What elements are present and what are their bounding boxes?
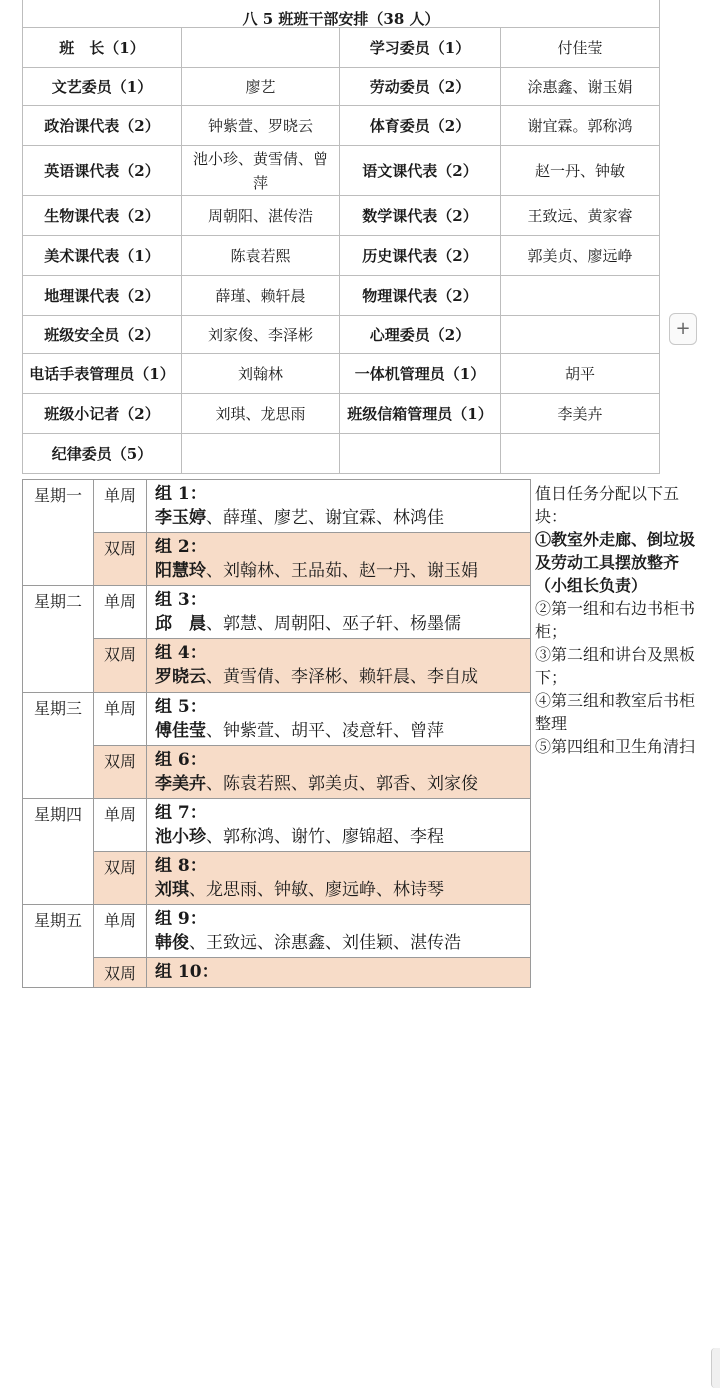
role-cell: 政治课代表（2）	[23, 106, 182, 146]
group-members	[155, 719, 522, 743]
task-list	[535, 482, 703, 758]
member-cell: 涂惠鑫、谢玉娟	[501, 68, 660, 106]
group-cell	[147, 799, 531, 852]
member-cell: 薛瑾、赖轩晨	[182, 276, 340, 316]
group-label: 组 3：	[155, 590, 207, 610]
role-cell: 生物课代表（2）	[23, 196, 182, 236]
member-cell: 廖艺	[182, 68, 340, 106]
group-leader: 傅佳莹	[155, 721, 206, 741]
group-members	[155, 506, 522, 530]
member-cell: 钟紫萱、罗晓云	[182, 106, 340, 146]
group-label: 组 2：	[155, 537, 207, 557]
role-cell: 历史课代表（2）	[340, 236, 501, 276]
weekday-cell: 星期五	[23, 905, 94, 988]
group-members	[155, 612, 522, 636]
weekday-cell: 星期一	[23, 480, 94, 586]
role-cell: 物理课代表（2）	[340, 276, 501, 316]
group-cell	[147, 480, 531, 533]
member-cell: 郭美贞、廖远峥	[501, 236, 660, 276]
member-cell: 陈袁若熙	[182, 236, 340, 276]
group-label: 组 5：	[155, 697, 207, 717]
role-cell: 美术课代表（1）	[23, 236, 182, 276]
group-leader: 阳慧玲	[155, 561, 206, 581]
group-cell	[147, 533, 531, 586]
role-cell: 纪律委员（5）	[23, 434, 182, 474]
role-cell: 班 长（1）	[23, 28, 182, 68]
week-type-cell: 双周	[94, 533, 147, 586]
member-cell: 池小珍、黄雪倩、曾萍	[182, 146, 340, 196]
role-cell: 体育委员（2）	[340, 106, 501, 146]
cadre-table	[22, 0, 660, 474]
duty-section	[0, 480, 719, 983]
cadre-row	[23, 28, 660, 68]
even-week-row	[23, 639, 531, 693]
group-members	[155, 878, 522, 902]
member-cell: 刘琪、龙思雨	[182, 394, 340, 434]
group-others: 、黄雪倩、李泽彬、赖轩晨、李自成	[206, 667, 478, 687]
member-cell: 周朝阳、湛传浩	[182, 196, 340, 236]
role-cell: 语文课代表（2）	[340, 146, 501, 196]
weekday-cell: 星期三	[23, 693, 94, 799]
role-cell: 一体机管理员（1）	[340, 354, 501, 394]
group-leader: 池小珍	[155, 827, 206, 847]
cadre-row	[23, 316, 660, 354]
member-cell	[501, 316, 660, 354]
member-cell	[501, 434, 660, 474]
cadre-row	[23, 196, 660, 236]
group-cell	[147, 852, 531, 905]
even-week-row	[23, 852, 531, 905]
group-cell	[147, 958, 531, 988]
cadre-row	[23, 434, 660, 474]
odd-week-row	[23, 480, 531, 533]
role-cell: 英语课代表（2）	[23, 146, 182, 196]
week-type-cell: 双周	[94, 852, 147, 905]
week-type-cell: 双周	[94, 746, 147, 799]
odd-week-row	[23, 586, 531, 639]
odd-week-row	[23, 693, 531, 746]
weekday-cell: 星期四	[23, 799, 94, 905]
cadre-row	[23, 146, 660, 196]
odd-week-row	[23, 905, 531, 958]
add-button[interactable]: +	[669, 313, 697, 345]
member-cell	[182, 434, 340, 474]
group-others: 、王致远、涂惠鑫、刘佳颖、湛传浩	[189, 933, 461, 953]
group-cell	[147, 746, 531, 799]
role-cell: 学习委员（1）	[340, 28, 501, 68]
role-cell: 班级安全员（2）	[23, 316, 182, 354]
cadre-row	[23, 276, 660, 316]
member-cell: 胡平	[501, 354, 660, 394]
duty-table	[22, 479, 531, 988]
week-type-cell: 单周	[94, 693, 147, 746]
even-week-row	[23, 533, 531, 586]
member-cell: 李美卉	[501, 394, 660, 434]
group-label: 组 6：	[155, 750, 207, 770]
cadre-row	[23, 236, 660, 276]
group-members	[155, 665, 522, 689]
task-item-1: ①教室外走廊、倒垃圾及劳动工具摆放整齐（小组长负责）	[535, 530, 696, 595]
group-members	[155, 931, 522, 955]
role-cell: 班级信箱管理员（1）	[340, 394, 501, 434]
group-leader: 邱 晨	[155, 614, 206, 634]
role-cell: 地理课代表（2）	[23, 276, 182, 316]
group-label: 组 4：	[155, 643, 207, 663]
group-cell	[147, 905, 531, 958]
odd-week-row	[23, 799, 531, 852]
group-cell	[147, 586, 531, 639]
member-cell	[182, 28, 340, 68]
group-others: 、龙思雨、钟敏、廖远峥、林诗琴	[189, 880, 444, 900]
role-cell: 数学课代表（2）	[340, 196, 501, 236]
week-type-cell: 双周	[94, 958, 147, 988]
group-others: 、陈袁若熙、郭美贞、郭香、刘家俊	[206, 774, 478, 794]
even-week-row	[23, 958, 531, 988]
task-item-4: ④第三组和教室后书柜整理	[535, 691, 696, 733]
group-cell	[147, 639, 531, 693]
group-others: 、钟紫萱、胡平、凌意轩、曾萍	[206, 721, 444, 741]
group-label: 组 7：	[155, 803, 207, 823]
weekday-cell: 星期二	[23, 586, 94, 693]
member-cell: 赵一丹、钟敏	[501, 146, 660, 196]
cadre-row	[23, 68, 660, 106]
group-label: 组 10：	[155, 962, 219, 982]
member-cell: 付佳莹	[501, 28, 660, 68]
group-label: 组 1：	[155, 484, 207, 504]
group-label: 组 9：	[155, 909, 207, 929]
even-week-row	[23, 746, 531, 799]
group-others: 、薛瑾、廖艺、谢宜霖、林鸿佳	[206, 508, 444, 528]
member-cell: 谢宜霖。郭称鸿	[501, 106, 660, 146]
task-item-5: ⑤第四组和卫生角清扫	[535, 737, 696, 756]
role-cell: 文艺委员（1）	[23, 68, 182, 106]
week-type-cell: 单周	[94, 905, 147, 958]
member-cell: 王致远、黄家睿	[501, 196, 660, 236]
role-cell: 电话手表管理员（1）	[23, 354, 182, 394]
role-cell	[340, 434, 501, 474]
cadre-title: 八 5 班班干部安排（38 人）	[23, 0, 660, 28]
cadre-row	[23, 354, 660, 394]
group-cell	[147, 693, 531, 746]
group-others: 、郭慧、周朝阳、巫子轩、杨墨儒	[206, 614, 461, 634]
tasks-intro: 值日任务分配以下五块：	[535, 484, 680, 526]
role-cell: 心理委员（2）	[340, 316, 501, 354]
week-type-cell: 单周	[94, 480, 147, 533]
week-type-cell: 单周	[94, 799, 147, 852]
week-type-cell: 单周	[94, 586, 147, 639]
group-leader: 刘琪	[155, 880, 189, 900]
group-leader: 李玉婷	[155, 508, 206, 528]
cadre-row	[23, 106, 660, 146]
group-leader: 罗晓云	[155, 667, 206, 687]
task-item-3: ③第二组和讲台及黑板下；	[535, 645, 696, 687]
cadre-row	[23, 394, 660, 434]
group-others: 、郭称鸿、谢竹、廖锦超、李程	[206, 827, 444, 847]
member-cell: 刘翰林	[182, 354, 340, 394]
cadre-section	[0, 0, 719, 480]
group-members	[155, 825, 522, 849]
group-others: 、刘翰林、王品茹、赵一丹、谢玉娟	[206, 561, 478, 581]
role-cell: 劳动委员（2）	[340, 68, 501, 106]
group-members	[155, 559, 522, 583]
member-cell	[501, 276, 660, 316]
week-type-cell: 双周	[94, 639, 147, 693]
member-cell: 刘家俊、李泽彬	[182, 316, 340, 354]
group-members	[155, 772, 522, 796]
group-label: 组 8：	[155, 856, 207, 876]
group-leader: 李美卉	[155, 774, 206, 794]
role-cell: 班级小记者（2）	[23, 394, 182, 434]
group-leader: 韩俊	[155, 933, 189, 953]
task-item-2: ②第一组和右边书柜书柜；	[535, 599, 696, 641]
scroll-handle[interactable]	[711, 1348, 720, 1388]
